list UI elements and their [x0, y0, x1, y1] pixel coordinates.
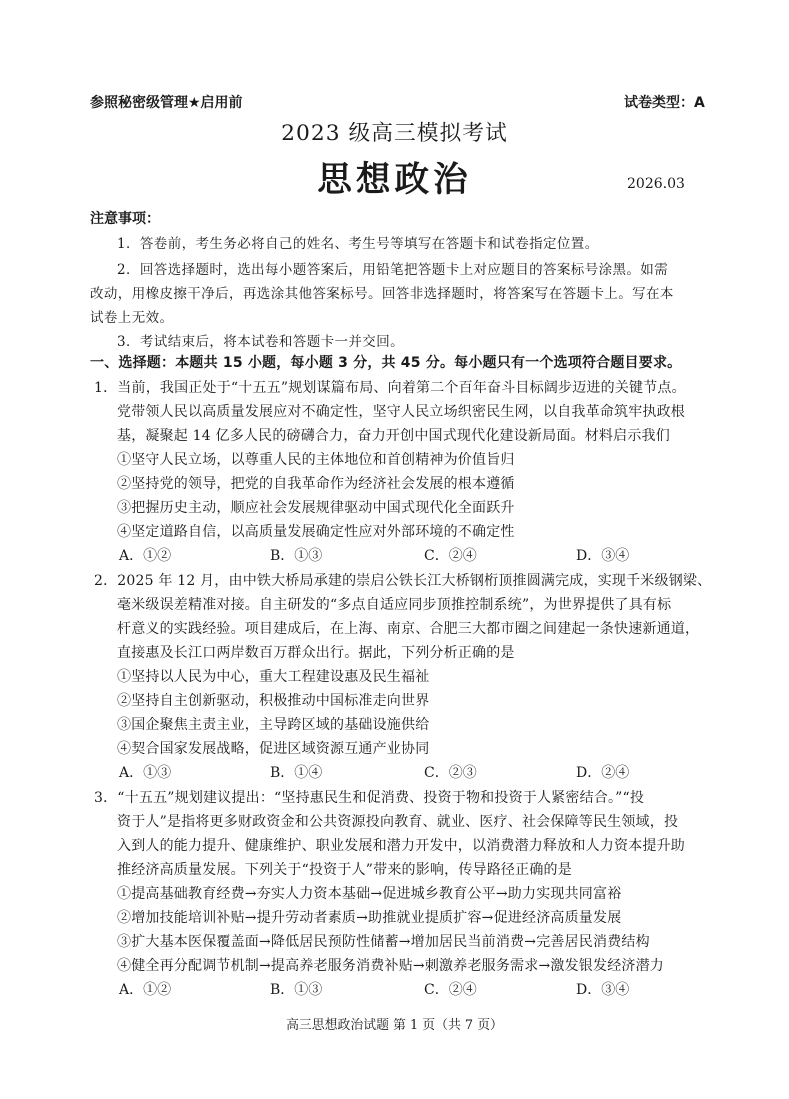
- exam-date: 2026.03: [627, 176, 685, 192]
- note-line: 3．考试结束后，将本试卷和答题卡一并交回。: [117, 334, 404, 350]
- page-footer: 高三思想政治试题 第 1 页（共 7 页）: [286, 1018, 503, 1033]
- option-c: C．②④: [424, 982, 477, 998]
- question-stem-line: 3．“十五五”规划建议提出：“坚持惠民生和促消费、投资于物和投资于人紧密结合。”“投: [94, 790, 645, 806]
- option-c: C．②③: [424, 765, 477, 781]
- question-item: ③把握历史主动，顺应社会发展规律驱动中国式现代化全面跃升: [117, 500, 515, 516]
- note-line: 1．答卷前，考生务必将自己的姓名、考生号等填写在答题卡和试卷指定位置。: [117, 236, 599, 252]
- question-item: ③扩大基本医保覆盖面→降低居民预防性储蓄→增加居民当前消费→完善居民消费结构: [117, 934, 650, 950]
- note-line: 2．回答选择题时，选出每小题答案后，用铅笔把答题卡上对应题目的答案标号涂黑。如需: [117, 262, 669, 278]
- question-stem-line: 2．2025 年 12 月，由中铁大桥局承建的崇启公铁长江大桥钢桁顶推圆满完成，实现千米级钢梁、: [94, 573, 712, 589]
- question-stem-line: 1．当前，我国正处于“十五五”规划谋篇布局、向着第二个百年奋斗目标阔步迈进的关键节点。: [94, 380, 686, 396]
- subject-title: 思想政治: [317, 160, 472, 200]
- question-item: ①坚持以人民为中心，重大工程建设惠及民生福祉: [117, 669, 430, 685]
- paper-type-label: 试卷类型：A: [624, 95, 705, 111]
- question-item: ②坚持党的领导，把党的自我革命作为经济社会发展的根本遵循: [117, 476, 515, 492]
- notes-heading: 注意事项：: [90, 211, 160, 227]
- question-item: ④契合国家发展战略，促进区域资源互通产业协同: [117, 741, 430, 757]
- option-b: B．①③: [270, 982, 323, 998]
- option-a: A．①③: [119, 765, 172, 781]
- question-stem-line: 党带领人民以高质量发展应对不确定性，坚守人民立场织密民生网，以自我革命筑牢执政根: [117, 404, 685, 420]
- note-line: 改动，用橡皮擦干净后，再选涂其他答案标号。回答非选择题时，将答案写在答题卡上。写在本: [90, 286, 674, 302]
- question-item: ②增加技能培训补贴→提升劳动者素质→助推就业提质扩容→促进经济高质量发展: [117, 910, 622, 926]
- question-stem-line: 入到人的能力提升、健康维护、职业发展和潜力开发中，以消费潜力释放和人力资本提升助: [117, 838, 685, 854]
- question-item: ④健全再分配调节机制→提高养老服务消费补贴→刺激养老服务需求→激发银发经济潜力: [117, 958, 664, 974]
- option-b: B．①③: [270, 548, 323, 564]
- question-stem-line: 毫米级误差精准对接。自主研发的“多点自适应同步顶推控制系统”，为世界提供了具有标: [117, 597, 672, 613]
- question-item: ③国企聚焦主责主业，主导跨区域的基础设施供给: [117, 717, 430, 733]
- option-d: D．②④: [576, 765, 630, 781]
- question-stem-line: 直接惠及长江口两岸数百万群众出行。据此，下列分析正确的是: [117, 645, 515, 661]
- question-stem-line: 基，凝聚起 14 亿多人民的磅礴合力，奋力开创中国式现代化建设新局面。材料启示我们: [117, 428, 670, 444]
- exam-title: 2023 级高三模拟考试: [281, 121, 508, 146]
- question-stem-line: 推经济高质量发展。下列关于“投资于人”带来的影响，传导路径正确的是: [117, 862, 572, 878]
- option-a: A．①②: [119, 548, 172, 564]
- option-d: D．③④: [576, 982, 630, 998]
- option-d: D．③④: [576, 548, 630, 564]
- option-a: A．①②: [119, 982, 172, 998]
- question-item: ②坚持自主创新驱动，积极推动中国标准走向世界: [117, 693, 430, 709]
- question-stem-line: 资于人”是指将更多财政资金和公共资源投向教育、就业、医疗、社会保障等民生领域，投: [117, 814, 679, 830]
- option-c: C．②④: [424, 548, 477, 564]
- confidential-label: 参照秘密级管理★启用前: [90, 95, 243, 111]
- note-line: 试卷上无效。: [90, 310, 174, 326]
- question-item: ④坚定道路自信，以高质量发展确定性应对外部环境的不确定性: [117, 524, 515, 540]
- question-item: ①坚守人民立场，以尊重人民的主体地位和首创精神为价值旨归: [117, 452, 515, 468]
- section-heading: 一、选择题：本题共 15 小题，每小题 3 分，共 45 分。每小题只有一个选项符合题目要求。: [90, 355, 682, 371]
- question-stem-line: 杆意义的实践经验。项目建成后，在上海、南京、合肥三大都市圈之间建起一条快速新通道，: [117, 621, 700, 637]
- question-item: ①提高基础教育经费→夯实人力资本基础→促进城乡教育公平→助力实现共同富裕: [117, 886, 622, 902]
- option-b: B．①④: [270, 765, 323, 781]
